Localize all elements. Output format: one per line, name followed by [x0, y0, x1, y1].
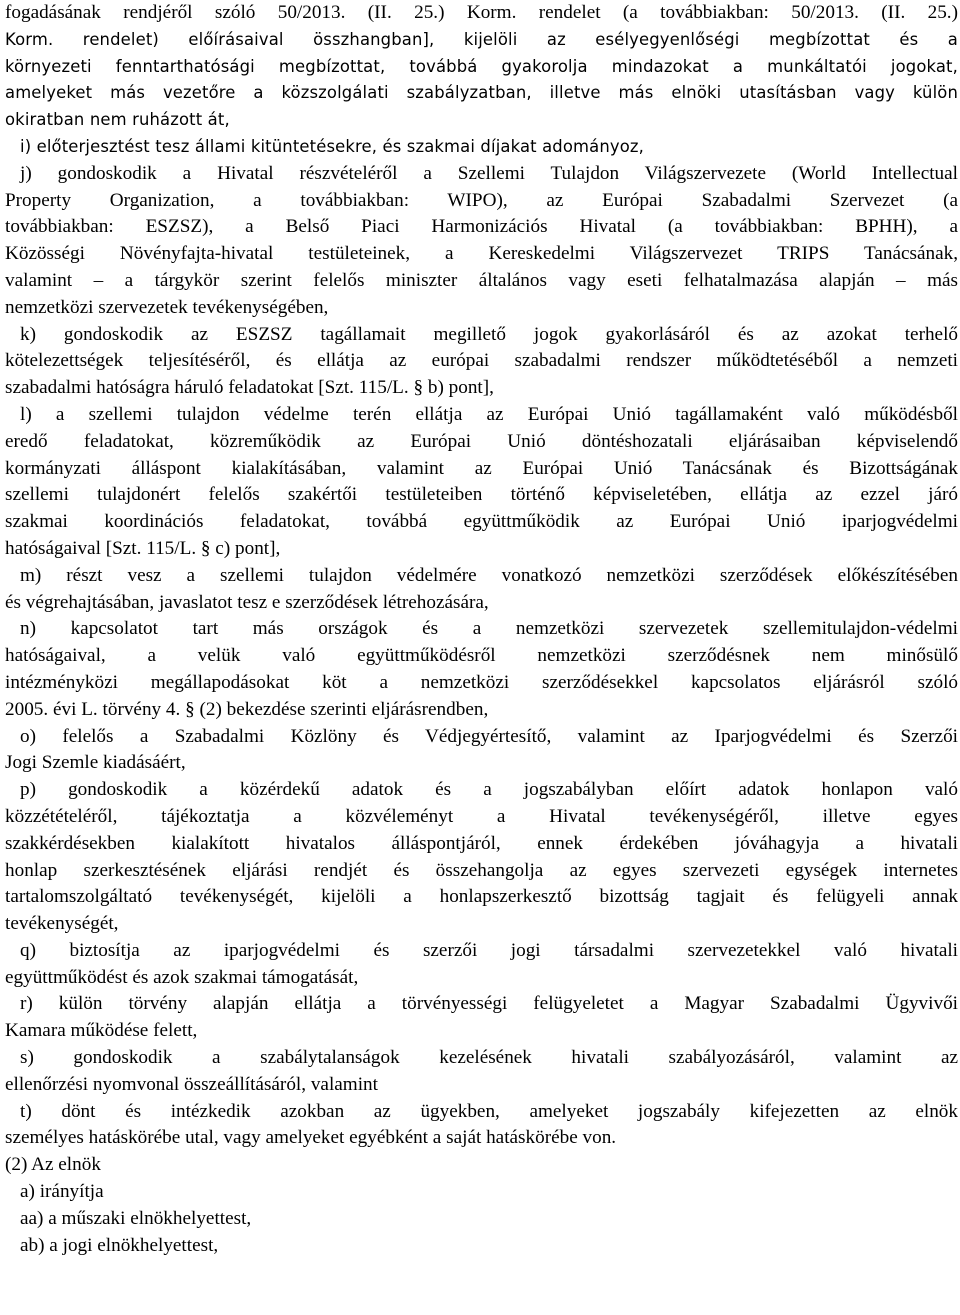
text-line: k) gondoskodik az ESZSZ tagállamait megillető jogok gyakorlásáról és az azokat terhelő: [20, 323, 958, 345]
text-line: Kamara működése felett,: [5, 1020, 198, 1042]
text-line: valamint – a tárgykör szerint felelős miniszter általános vagy eseti felhatalmazása alapján – más: [5, 269, 958, 291]
text-line: fogadásának rendjéről szóló 50/2013. (II. 25.) Korm. rendelet (a továbbiakban: 50/2013. (II. 25.): [5, 2, 958, 23]
text-line: tevékenységét,: [5, 913, 119, 935]
text-line: nemzetközi szervezetek tevékenységében,: [5, 296, 329, 318]
text-line: honlap szerkesztésének eljárási rendjét és összehangolja az egyes szervezeti egységek internetes: [5, 859, 958, 881]
text-line: m) részt vesz a szellemi tulajdon védelmére vonatkozó nemzetközi szerződések előkészítésében: [20, 564, 958, 586]
text-line: a) irányítja: [20, 1181, 104, 1203]
text-line: és végrehajtásában, javaslatot tesz e szerződések létrehozására,: [5, 591, 489, 613]
text-line: amelyeket más vezetőre a közszolgálati szabályzatban, illetve más elnöki utasításban vagy külön: [5, 83, 958, 103]
text-line: aa) a műszaki elnökhelyettest,: [20, 1207, 252, 1229]
text-line: kötelezettségek teljesítéséről, és ellátja az európai szabadalmi rendszer működtetéséből a nemzeti: [5, 350, 958, 372]
text-line: hatóságaival [Szt. 115/L. § c) pont],: [5, 537, 281, 559]
text-line: Jogi Szemle kiadásáért,: [5, 752, 186, 774]
text-line: környezeti fenntarthatósági megbízottat, továbbá gyakorolja mindazokat a munkáltatói jogokat,: [5, 56, 958, 76]
text-line: Korm. rendelet) előírásaival összhangban], kijelöli az esélyegyenlőségi megbízottat és a: [5, 29, 958, 49]
text-line: s) gondoskodik a szabálytalanságok kezelésének hivatali szabályozásáról, valamint az: [20, 1047, 958, 1069]
text-line: t) dönt és intézkedik azokban az ügyekben, amelyeket jogszabály kifejezetten az elnök: [20, 1100, 958, 1122]
text-line: Közösségi Növényfajta-hivatal testületeinek, a Kereskedelmi Világszervezet TRIPS Tanácsának,: [5, 243, 958, 265]
text-line: Property Organization, a továbbiakban: WIPO), az Európai Szabadalmi Szervezet (a: [5, 189, 958, 211]
text-line: kormányzati álláspont kialakításában, valamint az Európai Unió Tanácsának és Bizottságának: [5, 457, 958, 479]
text-line: tartalomszolgáltató tevékenységét, kijelöli a honlapszerkesztő bizottság tagjait és felügyeli annak: [5, 886, 958, 908]
text-line: szellemi tulajdonért felelős szakértői testületeiben történő képviseletében, ellátja az ezzel járó: [5, 484, 958, 506]
text-line: eredő feladatokat, közreműködik az Európai Unió döntéshozatali eljárásaiban képviselendő: [5, 430, 958, 452]
text-line: j) gondoskodik a Hivatal részvételéről a Szellemi Tulajdon Világszervezete (World Intellectual: [20, 162, 958, 184]
text-line: továbbiakban: ESZSZ), a Belső Piaci Harmonizációs Hivatal (a továbbiakban: BPHH), a: [5, 216, 958, 238]
text-line: q) biztosítja az iparjogvédelmi és szerzői jogi társadalmi szervezetekkel való hivatali: [20, 939, 958, 961]
text-line: szakkérdésekben kialakított hivatalos álláspontjáról, ennek érdekében jóváhagyja a hivatali: [5, 832, 958, 854]
text-line: i) előterjesztést tesz állami kitüntetésekre, és szakmai díjakat adományoz,: [20, 136, 644, 156]
text-line: p) gondoskodik a közérdekű adatok és a jogszabályban előírt adatok honlapon való: [20, 779, 958, 801]
document-page: [5, 0, 958, 1259]
text-line: hatóságaival, a velük való együttműködésről nemzetközi szerződésnek nem minősülő: [5, 645, 958, 667]
text-line: intézményközi megállapodásokat köt a nemzetközi szerződésekkel kapcsolatos eljárásról szóló: [5, 671, 958, 693]
text-line: n) kapcsolatot tart más országok és a nemzetközi szervezetek szellemitulajdon-védelmi: [20, 618, 958, 640]
text-line: szabadalmi hatóságra háruló feladatokat [Szt. 115/L. § b) pont],: [5, 377, 494, 399]
text-line: ellenőrzési nyomvonal összeállításáról, valamint: [5, 1073, 378, 1095]
text-line: ab) a jogi elnökhelyettest,: [20, 1234, 219, 1256]
text-line: l) a szellemi tulajdon védelme terén ellátja az Európai Unió tagállamaként való működésből: [20, 403, 958, 425]
text-line: 2005. évi L. törvény 4. § (2) bekezdése szerinti eljárásrendben,: [5, 698, 489, 720]
text-line: együttműködést és azok szakmai támogatását,: [5, 966, 359, 988]
text-line: szakmai koordinációs feladatokat, továbbá együttműködik az Európai Unió iparjogvédelmi: [5, 511, 958, 533]
text-line: okiratban nem ruházott át,: [5, 110, 230, 130]
text-line: o) felelős a Szabadalmi Közlöny és Védjegyértesítő, valamint az Iparjogvédelmi és Szerzői: [20, 725, 958, 747]
text-line: (2) Az elnök: [5, 1154, 101, 1176]
text-line: közzétételéről, tájékoztatja a közvéleményt a Hivatal tevékenységéről, illetve egyes: [5, 805, 958, 827]
text-line: r) külön törvény alapján ellátja a törvényességi felügyeletet a Magyar Szabadalmi Ügyvivői: [20, 993, 958, 1015]
text-line: személyes hatáskörébe utal, vagy amelyeket egyébként a saját hatáskörébe von.: [5, 1127, 617, 1149]
